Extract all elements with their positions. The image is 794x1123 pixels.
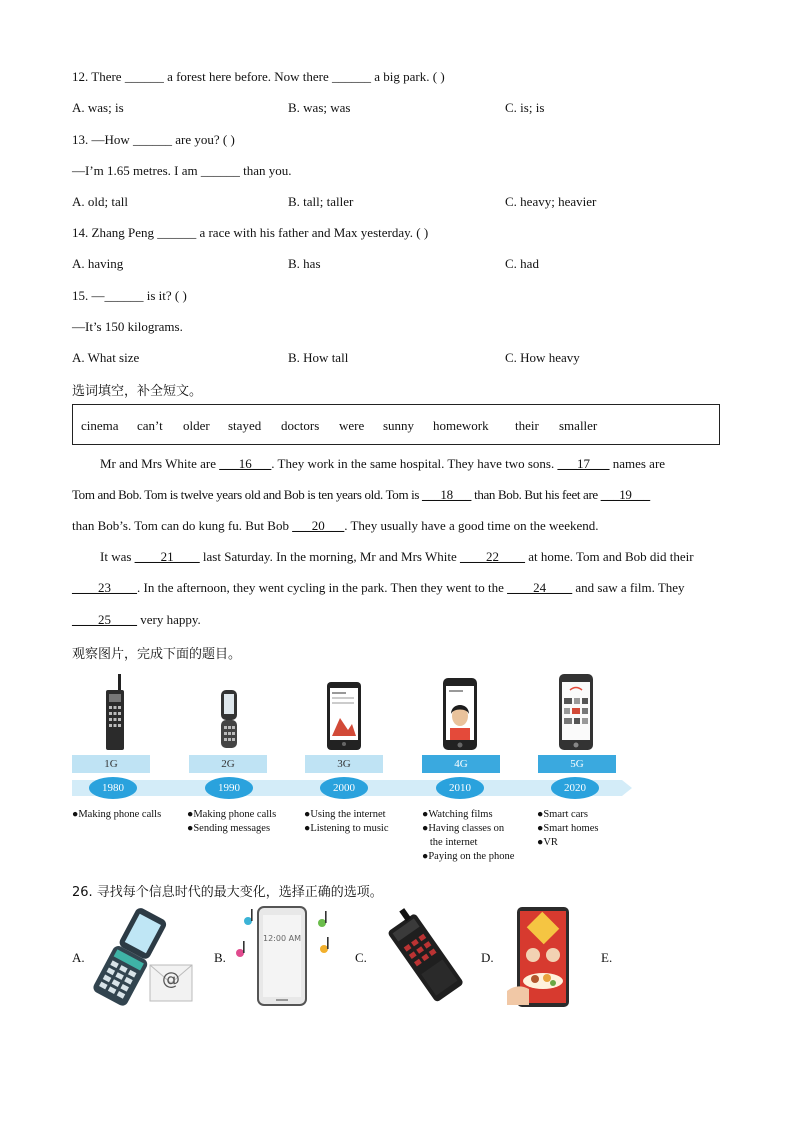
blank-17[interactable]: ___17___ xyxy=(557,456,610,471)
blank-19[interactable]: ___19___ xyxy=(600,487,650,502)
option-label-e[interactable]: E. xyxy=(601,950,613,965)
music-note-icon xyxy=(244,909,253,925)
q15-option-b[interactable]: B. How tall xyxy=(288,350,349,365)
passage-line: Mr and Mrs White are ___16___. They work in the same hospital. They have two sons. ___17___ names are xyxy=(100,456,666,471)
word-bank xyxy=(72,404,720,445)
generation-card-4g: 4G xyxy=(422,755,500,773)
q12-option-a[interactable]: A. was; is xyxy=(72,100,124,115)
email-envelope xyxy=(150,965,192,1001)
option-label-b[interactable]: B. xyxy=(214,950,226,965)
q14-option-b[interactable]: B. has xyxy=(288,256,321,271)
blank-25[interactable]: ____25____ xyxy=(72,612,137,627)
brick-phone-icon xyxy=(378,905,472,1009)
word-bank-item: can’t xyxy=(137,418,163,433)
blank-24[interactable]: ____24____ xyxy=(507,580,573,595)
generation-card-2g: 2G xyxy=(189,755,267,773)
flip-phone-icon xyxy=(221,690,237,748)
passage-line: ____23____. In the afternoon, they went cycling in the park. Then they went to the ____24____ and saw a film. They xyxy=(72,580,685,595)
q15-stem: 15. —______ is it? ( ) xyxy=(72,288,187,303)
q15-stem-reply: —It’s 150 kilograms. xyxy=(72,319,183,334)
smartphone-4g-icon xyxy=(443,678,477,750)
blank-20[interactable]: ___20___ xyxy=(292,518,345,533)
feature-item: ●Sending messages xyxy=(187,823,271,834)
feature-item: ●Watching films xyxy=(422,809,493,820)
section-title-fill-blanks: 选词填空，补全短文。 xyxy=(72,384,203,399)
q14-option-c[interactable]: C. had xyxy=(505,256,539,271)
word-bank-item: older xyxy=(183,418,210,433)
q15-option-a[interactable]: A. What size xyxy=(72,350,140,365)
smartphone-3g-icon xyxy=(327,682,361,750)
feature-item: ●Listening to music xyxy=(304,823,389,834)
feature-item: ●Having classes on xyxy=(422,823,505,834)
option-label-c[interactable]: C. xyxy=(355,950,367,965)
feature-list-3g xyxy=(304,808,389,836)
passage-line: ____25____ very happy. xyxy=(72,612,201,627)
timeline-arrow xyxy=(622,780,632,796)
feature-item: ●Paying on the phone xyxy=(422,851,515,862)
word-bank-item: were xyxy=(339,418,365,433)
music-phone-icon xyxy=(230,905,334,1007)
clock-text: 12:00 AM xyxy=(263,934,301,943)
word-bank-item: smaller xyxy=(559,418,598,433)
blank-23[interactable]: ____23____ xyxy=(72,580,137,595)
feature-list-1g xyxy=(72,808,161,822)
q12-stem: 12. There ______ a forest here before. Now there ______ a big park. ( ) xyxy=(72,69,445,84)
generation-card-1g: 1G xyxy=(72,755,150,773)
section-title-observe: 观察图片，完成下面的题目。 xyxy=(72,647,242,662)
option-label-a[interactable]: A. xyxy=(72,950,85,965)
video-phone-icon xyxy=(507,905,583,1009)
flip-phone-email-icon xyxy=(88,905,198,1007)
year-badge: 2010 xyxy=(436,777,484,799)
feature-item: ●VR xyxy=(537,837,558,848)
q12-option-b[interactable]: B. was; was xyxy=(288,100,351,115)
music-note-icon xyxy=(318,911,327,927)
q26-stem: 26. 寻找每个信息时代的最大变化，选择正确的选项。 xyxy=(72,885,383,900)
feature-item: ●Smart cars xyxy=(537,809,588,820)
generation-card-5g: 5G xyxy=(538,755,616,773)
q14-stem: 14. Zhang Peng ______ a race with his father and Max yesterday. ( ) xyxy=(72,225,429,240)
blank-21[interactable]: ____21____ xyxy=(134,549,200,564)
word-bank-item: their xyxy=(515,418,539,433)
passage-line: It was ____21____ last Saturday. In the morning, Mr and Mrs White ____22____ at home. Tom and Bob did their xyxy=(100,549,694,564)
music-note-icon xyxy=(320,937,329,953)
q13-option-a[interactable]: A. old; tall xyxy=(72,194,128,209)
year-badge: 1990 xyxy=(205,777,253,799)
smartphone-5g-icon xyxy=(559,674,593,750)
brick-phone-icon xyxy=(106,674,124,750)
feature-item: ●Making phone calls xyxy=(72,809,162,820)
feature-list-5g xyxy=(537,808,598,850)
blank-16[interactable]: ___16___ xyxy=(219,456,272,471)
feature-item: ●Making phone calls xyxy=(187,809,277,820)
q13-stem: 13. —How ______ are you? ( ) xyxy=(72,132,235,147)
word-bank-item: cinema xyxy=(81,418,119,433)
feature-list-4g xyxy=(422,808,514,864)
q15-option-c[interactable]: C. How heavy xyxy=(505,350,580,365)
q13-stem-reply: —I’m 1.65 metres. I am ______ than you. xyxy=(72,163,292,178)
generation-card-3g: 3G xyxy=(305,755,383,773)
passage-line: Tom and Bob. Tom is twelve years old and Bob is ten years old. Tom is ___18___ than Bob. But his feet are ___19___ xyxy=(72,487,650,502)
word-bank-item: stayed xyxy=(228,418,262,433)
svg-text:@: @ xyxy=(162,969,180,990)
timeline-phones xyxy=(72,672,632,754)
music-note-icon xyxy=(236,941,245,957)
blank-22[interactable]: ____22____ xyxy=(460,549,525,564)
q14-option-a[interactable]: A. having xyxy=(72,256,124,271)
year-badge: 1980 xyxy=(89,777,137,799)
passage-line: than Bob’s. Tom can do kung fu. But Bob ___20___. They usually have a good time on the weekend. xyxy=(72,518,599,533)
q12-option-c[interactable]: C. is; is xyxy=(505,100,545,115)
year-badge: 2000 xyxy=(320,777,368,799)
q13-option-b[interactable]: B. tall; taller xyxy=(288,194,354,209)
feature-item: ●Using the internet xyxy=(304,809,386,820)
feature-item: the internet xyxy=(422,837,478,848)
option-label-d[interactable]: D. xyxy=(481,950,494,965)
word-bank-item: sunny xyxy=(383,418,415,433)
word-bank-item: doctors xyxy=(281,418,320,433)
q13-option-c[interactable]: C. heavy; heavier xyxy=(505,194,597,209)
feature-list-2g xyxy=(187,808,276,836)
blank-18[interactable]: ___18___ xyxy=(421,487,472,502)
year-badge: 2020 xyxy=(551,777,599,799)
feature-item: ●Smart homes xyxy=(537,823,599,834)
word-bank-item: homework xyxy=(433,418,489,433)
